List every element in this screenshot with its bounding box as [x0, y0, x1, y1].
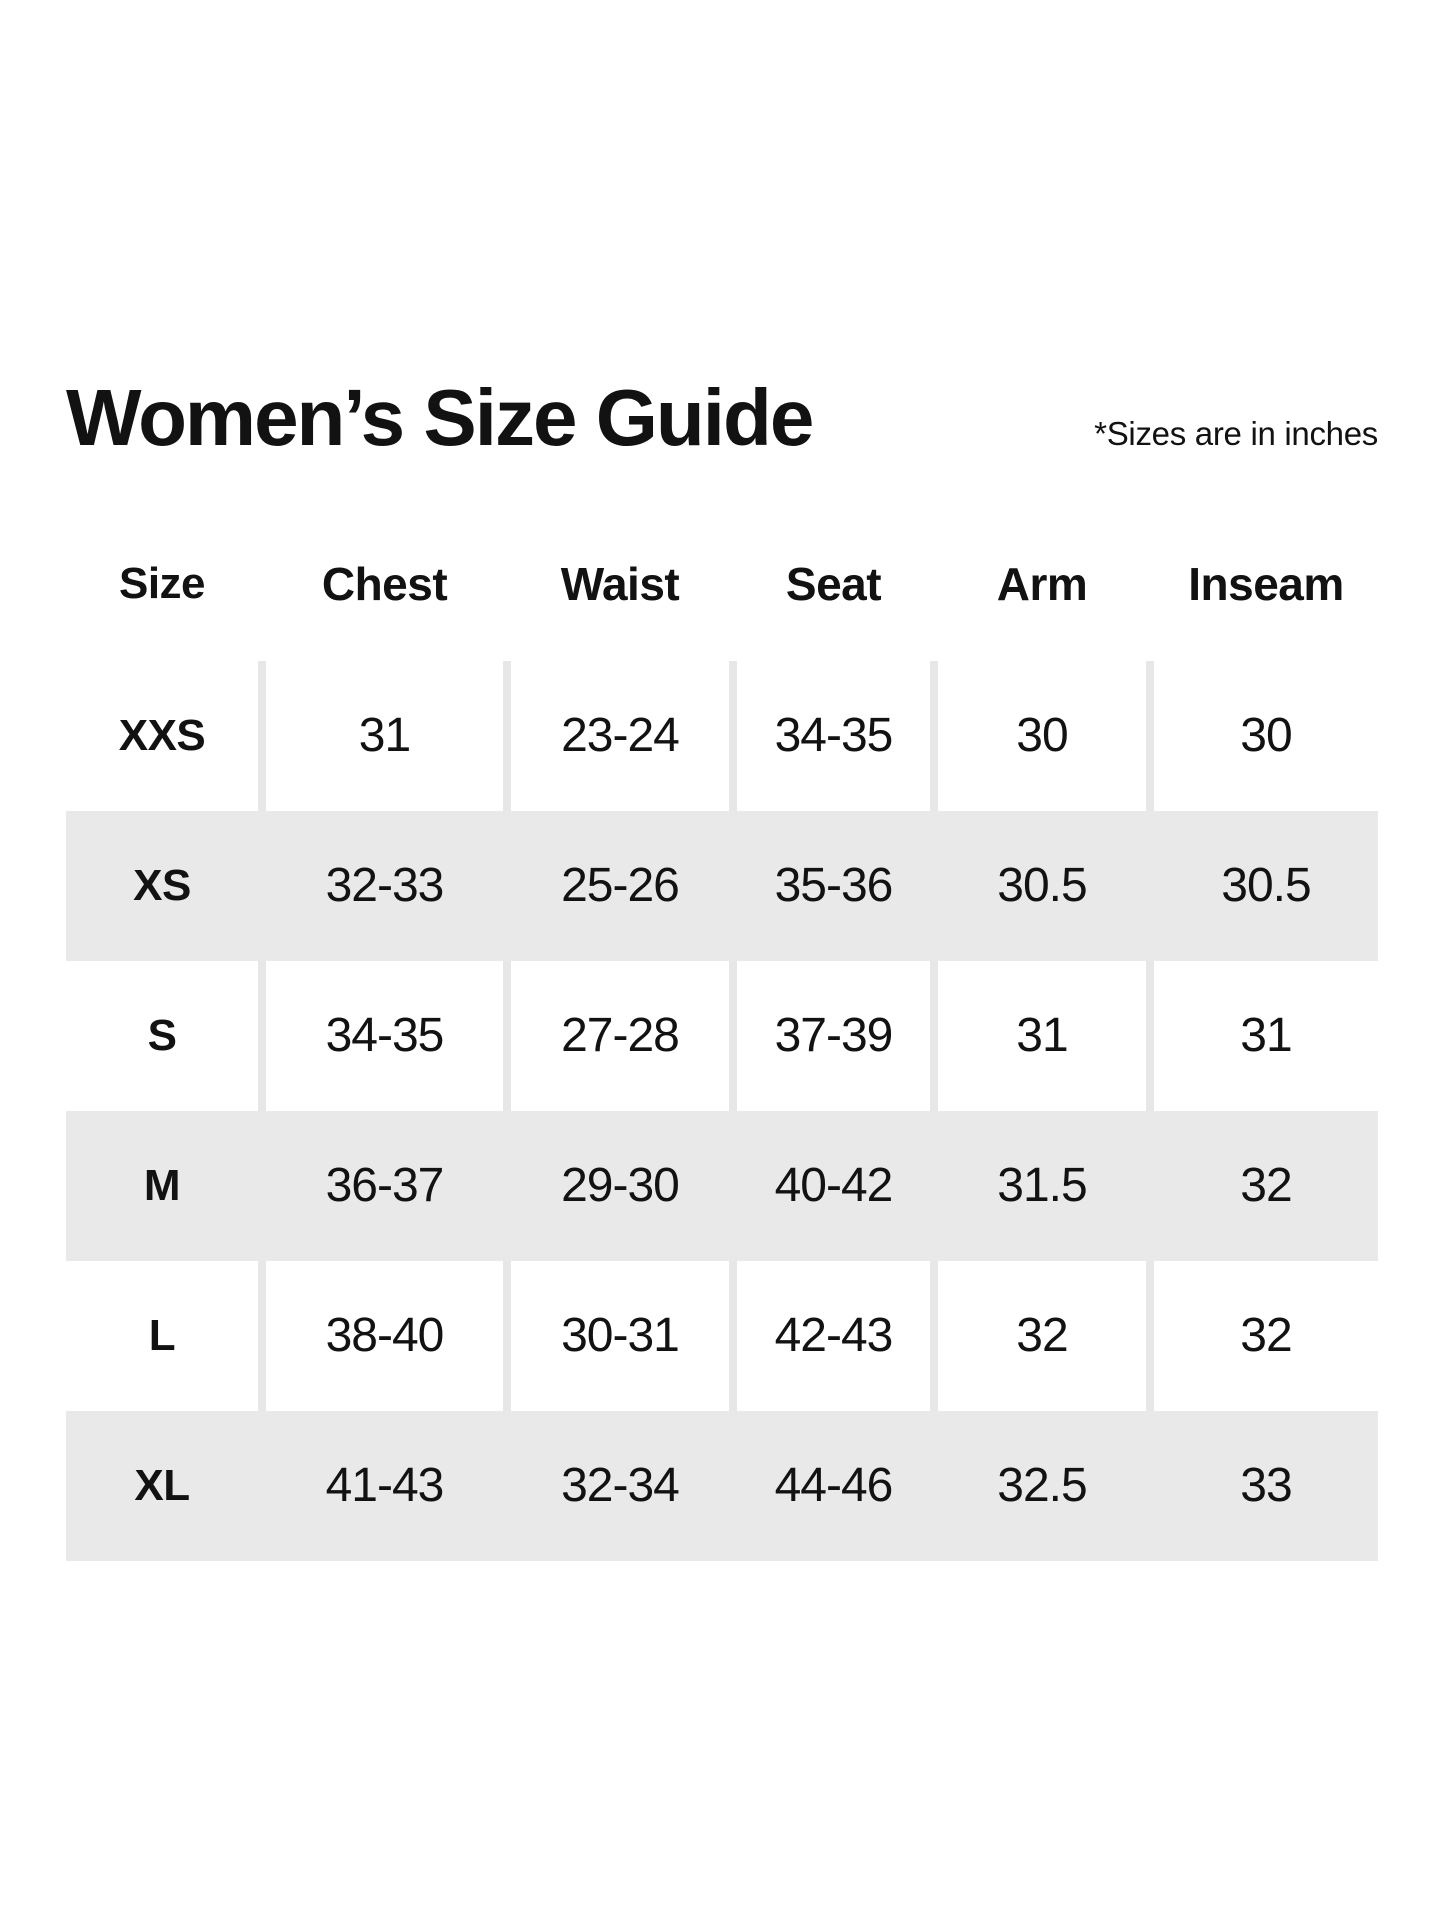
cell-m-chest: 36-37: [325, 1159, 444, 1212]
table-row-xl: [66, 1411, 1378, 1561]
size-label: L: [66, 1261, 258, 1411]
cell-xs-arm: 30.5: [997, 859, 1087, 912]
cell-s-seat: 37-39: [737, 961, 930, 1111]
cell-xs-inseam: 30.5: [1221, 859, 1311, 912]
table-body: [66, 661, 1378, 1561]
table-header-row: [66, 506, 1378, 661]
units-note: *Sizes are in inches: [1094, 415, 1378, 452]
size-label: M: [143, 1161, 181, 1210]
table-row-xxs: [66, 661, 1378, 811]
size-label: XL: [134, 1461, 190, 1510]
cell-s-chest: 34-35: [266, 961, 503, 1111]
size-table: [66, 506, 1378, 1561]
cell-xxs-seat: 34-35: [737, 661, 930, 811]
cell-xxs-waist: 23-24: [511, 661, 729, 811]
cell-xl-chest: 41-43: [325, 1459, 444, 1512]
cell-m-seat: 40-42: [774, 1159, 893, 1212]
column-header-arm: Arm: [996, 557, 1088, 610]
cell-xl-inseam: 33: [1240, 1459, 1292, 1512]
size-label: XXS: [66, 661, 258, 811]
cell-xs-chest: 32-33: [325, 859, 444, 912]
cell-m-inseam: 32: [1240, 1159, 1292, 1212]
table-row-s: [66, 961, 1378, 1111]
size-label: XS: [133, 861, 191, 910]
column-header-size: Size: [118, 558, 206, 608]
cell-xs-waist: 25-26: [561, 859, 679, 912]
cell-m-waist: 29-30: [561, 1159, 679, 1212]
table-row-xs: [66, 811, 1378, 961]
page-title: Women’s Size Guide: [66, 373, 813, 462]
cell-xl-waist: 32-34: [561, 1459, 679, 1512]
cell-xl-seat: 44-46: [774, 1459, 893, 1512]
column-header-seat: Seat: [785, 557, 882, 610]
cell-xxs-chest: 31: [266, 661, 503, 811]
cell-s-waist: 27-28: [511, 961, 729, 1111]
cell-xs-seat: 35-36: [774, 859, 893, 912]
cell-l-seat: 42-43: [737, 1261, 930, 1411]
table-row-l: [66, 1261, 1378, 1411]
cell-l-waist: 30-31: [511, 1261, 729, 1411]
cell-m-arm: 31.5: [997, 1159, 1087, 1212]
cell-xl-arm: 32.5: [997, 1459, 1087, 1512]
size-label: S: [66, 961, 258, 1111]
cell-xxs-arm: 30: [938, 661, 1146, 811]
column-header-waist: Waist: [560, 557, 680, 610]
cell-l-chest: 38-40: [266, 1261, 503, 1411]
title-row: [66, 373, 1378, 462]
cell-xxs-inseam: 30: [1154, 661, 1378, 811]
cell-l-arm: 32: [938, 1261, 1146, 1411]
cell-l-inseam: 32: [1154, 1261, 1378, 1411]
cell-s-inseam: 31: [1154, 961, 1378, 1111]
cell-s-arm: 31: [938, 961, 1146, 1111]
column-header-inseam: Inseam: [1188, 557, 1344, 610]
column-header-chest: Chest: [321, 557, 448, 610]
table-row-m: [66, 1111, 1378, 1261]
